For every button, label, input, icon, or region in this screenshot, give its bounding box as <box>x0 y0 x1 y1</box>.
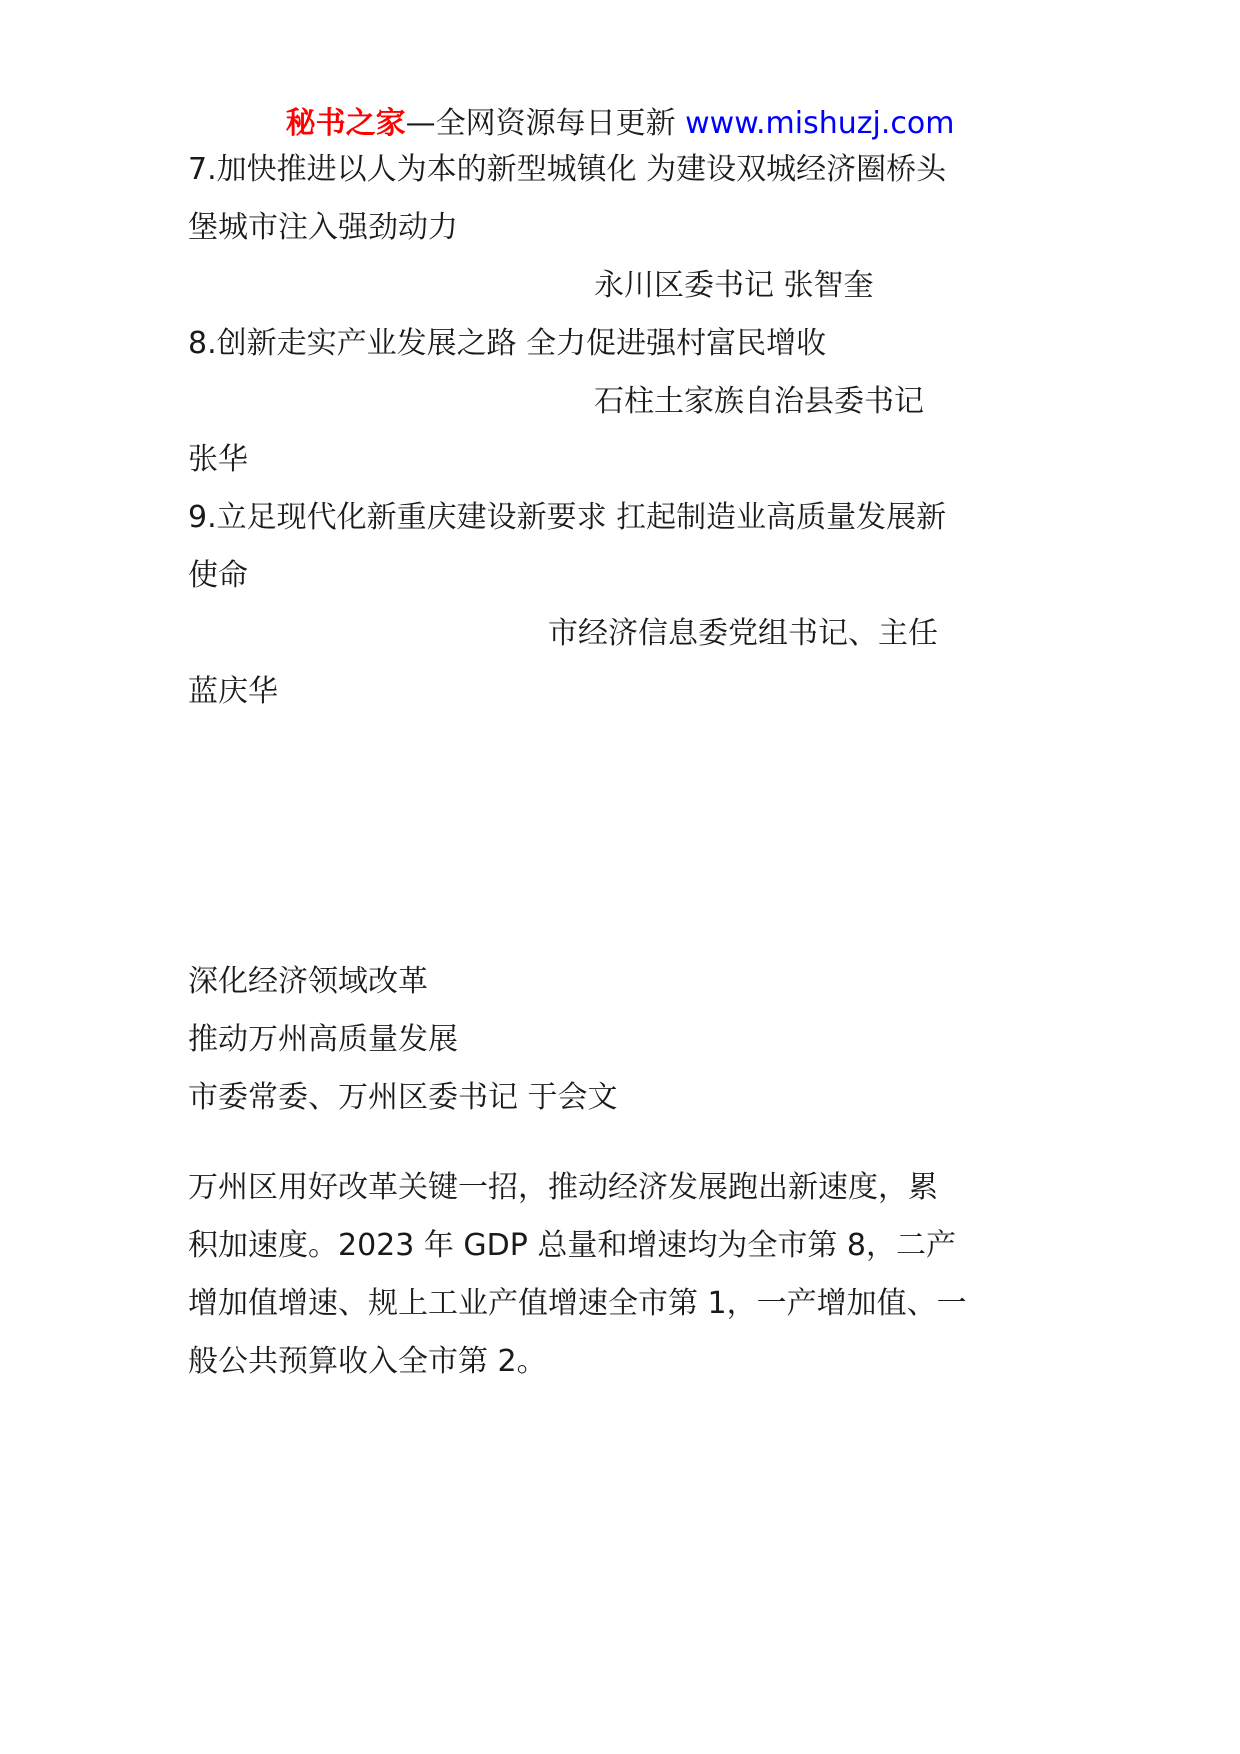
header-tagline: —全网资源每日更新 <box>405 106 676 141</box>
article-body-line: 增加值增速、规上工业产值增速全市第 1，一产增加值、一 <box>188 1286 967 1321</box>
toc-item-8-author-name: 张华 <box>188 442 248 477</box>
toc-item-8-author: 石柱土家族自治县委书记 <box>594 384 924 419</box>
site-link[interactable]: www.mishuzj.com <box>685 106 955 141</box>
brand-name: 秘书之家 <box>285 106 406 141</box>
article-subtitle: 推动万州高质量发展 <box>188 1022 458 1057</box>
toc-item-7-title: 7.加快推进以人为本的新型城镇化 为建设双城经济圈桥头 <box>188 152 947 187</box>
toc-item-9-author: 市经济信息委党组书记、主任 <box>548 616 938 651</box>
toc-item-9-author-name: 蓝庆华 <box>188 674 278 709</box>
toc-item-7-author: 永川区委书记 张智奎 <box>594 268 874 303</box>
toc-item-9-title: 9.立足现代化新重庆建设新要求 扛起制造业高质量发展新 <box>188 500 947 535</box>
article-body-line: 积加速度。2023 年 GDP 总量和增速均为全市第 8，二产 <box>188 1228 957 1263</box>
article-body-line: 万州区用好改革关键一招，推动经济发展跑出新速度，累 <box>188 1170 938 1205</box>
toc-item-9-title-cont: 使命 <box>188 558 248 593</box>
toc-item-7-title-cont: 堡城市注入强劲动力 <box>188 210 458 245</box>
toc-item-8-title: 8.创新走实产业发展之路 全力促进强村富民增收 <box>188 326 827 361</box>
site-header <box>0 104 1240 144</box>
article-title: 深化经济领域改革 <box>188 964 428 999</box>
article-byline: 市委常委、万州区委书记 于会文 <box>188 1080 618 1115</box>
article-body-line: 般公共预算收入全市第 2。 <box>188 1344 547 1379</box>
